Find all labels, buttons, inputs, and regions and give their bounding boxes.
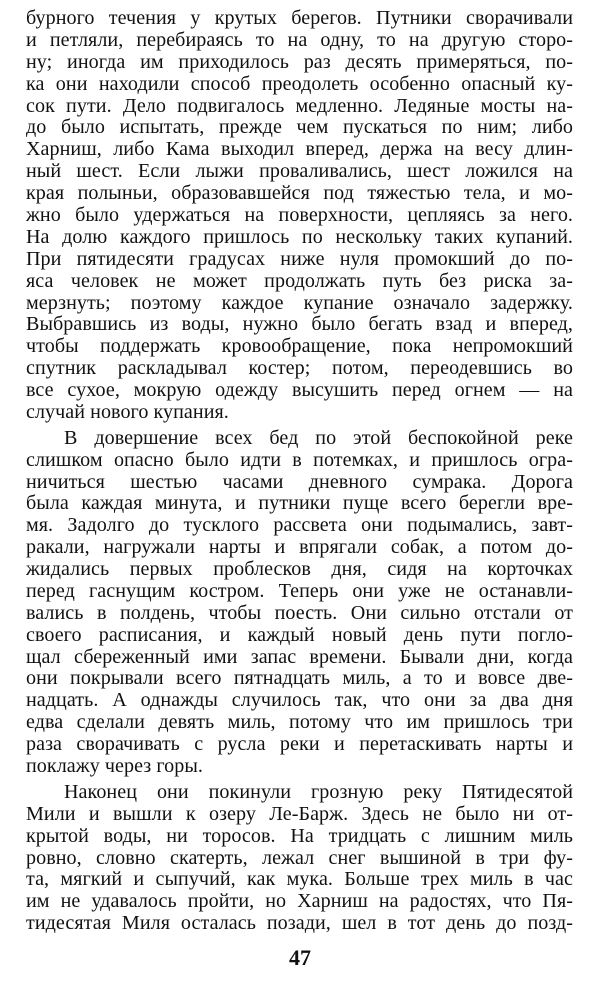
text-line: ный шест. Если лыжи проваливались, шест ложился на — [26, 160, 573, 183]
text-line: все сухое, мокрую одежду высушить перед огнем — на — [26, 379, 573, 401]
text-line: крытой воды, ни торосов. На тридцать с лишним миль — [26, 824, 573, 847]
text-line: поклажу через горы. — [26, 755, 203, 777]
page-number: 47 — [289, 945, 311, 970]
text-line: края полыньи, образовавшейся под тяжестью тела, и мо- — [26, 182, 573, 204]
text-line: та, мягкий и сыпучий, как мука. Больше трех миль в час — [26, 868, 573, 891]
text-line: и петляли, перебираясь то на одну, то на другую сторо- — [26, 28, 573, 51]
text-line: Выбравшись из воды, нужно было бегать взад и вперед, — [26, 313, 573, 336]
text-line: чтобы поддержать кровообращение, пока непромокший — [26, 335, 573, 358]
text-line: надцать. А однажды случилось так, что они за два дня — [26, 689, 573, 712]
text-line: бурного течения у крутых берегов. Путники сворачивали — [26, 7, 573, 29]
text-line: мя. Задолго до тусклого рассвета они подымались, завт- — [26, 514, 573, 537]
text-line: ракали, нагружали нарты и впрягали собак, а потом до- — [26, 536, 573, 559]
text-line: щал сбереженный ими запас времени. Бывали дни, когда — [26, 645, 573, 668]
text-line: до было испытать, прежде чем пускаться по ним; либо — [26, 116, 573, 139]
text-line: жидались первых проблесков дня, сидя на корточках — [26, 558, 573, 580]
paragraph-first-line: Наконец они покинули грозную реку Пятидесятой — [64, 780, 573, 803]
text-line: спутник раскладывал костер; потом, переодевшись во — [26, 357, 573, 380]
text-line: яса человек не может продолжать путь без риска за- — [26, 269, 573, 292]
text-line: сок пути. Дело подвигалось медленно. Ледяные мосты на- — [26, 94, 573, 117]
text-line: своего расписания, и каждый новый день пути погло- — [26, 623, 573, 646]
text-line: жно было удержаться на поверхности, цепляясь за него. — [26, 203, 573, 226]
text-line: едва сделали девять миль, потому что им пришлось три — [26, 711, 573, 734]
text-line: они покрывали всего пятнадцать миль, а то и вовсе две- — [26, 667, 573, 690]
text-line: случай нового купания. — [26, 400, 229, 423]
text-line: ну; иногда им приходилось раз десять примеряться, по- — [26, 50, 573, 73]
text-line: ка они находили способ преодолеть особенно опасный ку- — [26, 72, 573, 95]
text-line: Мили и вышли к озеру Ле-Барж. Здесь не было ни от- — [26, 802, 573, 825]
text-line: была каждая минута, и путники пуще всего берегли вре- — [26, 492, 573, 515]
text-line: им не удавалось пройти, но Харниш на радостях, что Пя- — [26, 890, 573, 913]
text-line: Харниш, либо Кама выходил вперед, держа на весу длин- — [26, 138, 573, 161]
text-line: раза сворачивать с русла реки и перетаскивать нарты и — [26, 733, 573, 756]
paragraph-first-line: В довершение всех бед по этой беспокойной реке — [64, 426, 573, 449]
text-line: мерзнуть; поэтому каждое купание означало задержку. — [26, 291, 573, 314]
text-line: При пятидесяти градусах ниже нуля промокший до по- — [26, 247, 573, 270]
text-line: перед гаснущим костром. Теперь они уже не останавли- — [26, 579, 573, 602]
text-line: вались в полдень, чтобы поесть. Они сильно отстали от — [26, 601, 573, 624]
text-line: ничиться шестью часами дневного сумрака. Дорога — [26, 470, 573, 493]
text-line: тидесятая Миля осталась позади, шел в тот день до позд- — [26, 912, 573, 935]
text-line: слишком опасно было идти в потемках, и пришлось огра- — [26, 448, 573, 471]
text-line: На долю каждого пришлось по нескольку таких купаний. — [26, 225, 573, 248]
text-line: ровно, словно скатерть, лежал снег вышиной в три фу- — [26, 846, 573, 869]
